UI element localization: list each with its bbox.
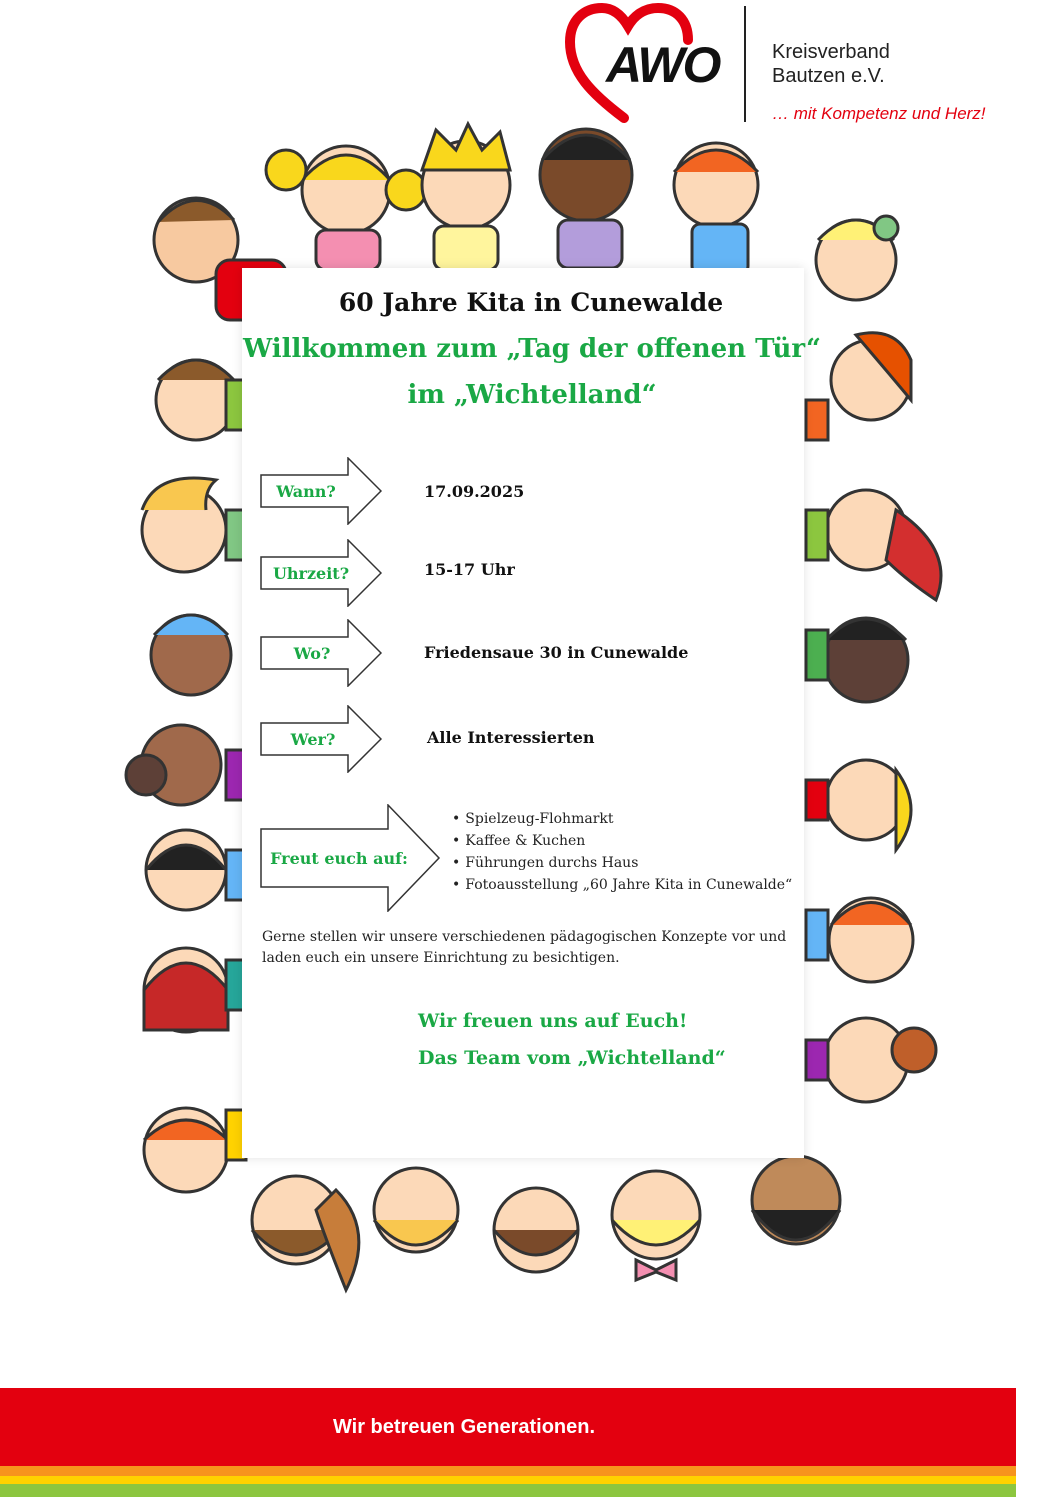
flyer-title: 60 Jahre Kita in Cunewalde bbox=[338, 288, 724, 317]
description-text: Gerne stellen wir unsere verschiedenen pädagogischen Konzepte vor und laden euch ein unsere Einrichtung zu besichtigen. bbox=[262, 929, 787, 966]
info-value-where: Friedensaue 30 in Cunewalde bbox=[424, 643, 689, 662]
org-name-line2: Bautzen e.V. bbox=[772, 65, 885, 87]
highlights-list bbox=[452, 808, 792, 896]
footer-text: Wir betreuen Generationen. bbox=[332, 1415, 596, 1438]
info-label-where: Wo? bbox=[293, 643, 331, 663]
list-item: • Kaffee & Kuchen bbox=[452, 830, 792, 852]
info-arrow-where bbox=[260, 619, 384, 687]
info-arrow-who bbox=[260, 705, 384, 773]
org-name-line1: Kreisverband bbox=[772, 41, 890, 63]
slogan: … mit Kompetenz und Herz! bbox=[772, 104, 986, 123]
footer-stripe-yellow bbox=[0, 1476, 1016, 1484]
welcome-heading-line2: im „Wichtelland“ bbox=[407, 380, 657, 410]
org-name bbox=[772, 40, 890, 88]
info-label-who: Wer? bbox=[290, 729, 336, 749]
footer-stripe-orange bbox=[0, 1466, 1016, 1476]
info-arrow-when bbox=[260, 457, 384, 525]
list-item: • Führungen durchs Haus bbox=[452, 852, 792, 874]
closing-line2: Das Team vom „Wichtelland“ bbox=[418, 1047, 726, 1069]
info-arrow-time bbox=[260, 539, 384, 607]
info-label-time: Uhrzeit? bbox=[272, 563, 350, 583]
footer-stripe-green bbox=[0, 1484, 1016, 1497]
list-item: • Fotoausstellung „60 Jahre Kita in Cunewalde“ bbox=[452, 874, 792, 896]
welcome-heading-line1: Willkommen zum „Tag der offenen Tür“ bbox=[243, 334, 821, 364]
highlights-arrow bbox=[260, 804, 442, 912]
awo-logo-text: AWO bbox=[606, 37, 720, 93]
footer-banner bbox=[0, 1388, 1016, 1466]
info-value-time: 15-17 Uhr bbox=[424, 560, 515, 579]
logo-divider bbox=[744, 6, 746, 122]
info-label-when: Wann? bbox=[276, 481, 336, 501]
info-value-who: Alle Interessierten bbox=[427, 728, 595, 747]
highlights-label: Freut euch auf: bbox=[270, 848, 408, 868]
list-item: • Spielzeug-Flohmarkt bbox=[452, 808, 792, 830]
info-value-when: 17.09.2025 bbox=[424, 482, 525, 501]
closing-line1: Wir freuen uns auf Euch! bbox=[418, 1010, 688, 1032]
